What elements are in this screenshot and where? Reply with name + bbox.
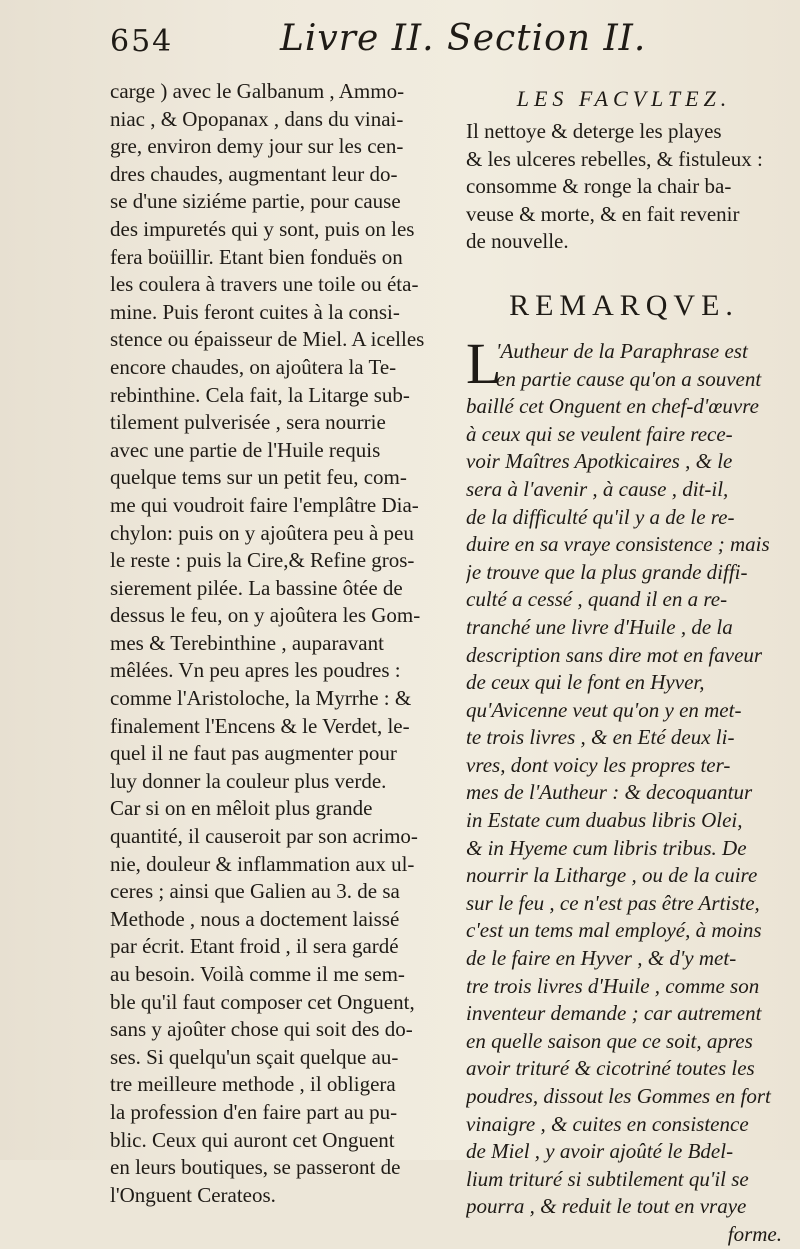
left-text-line: en leurs boutiques, se passeront de [110, 1155, 401, 1180]
remarque-text-line: inventeur demande ; car autrement [466, 1001, 762, 1026]
section-title-facultez: LES FACVLTEZ. [516, 86, 732, 111]
facultez-text-line: de nouvelle. [466, 229, 569, 254]
remarque-text-line: sera à l'avenir , à cause , dit-il, [466, 476, 729, 501]
remarque-text-line: nourrir la Litharge , ou de la cuire [466, 863, 758, 888]
left-text-line: encore chaudes, on ajoûtera la Te- [110, 354, 397, 379]
left-text-line: Methode , nous a doctement laissé [110, 906, 400, 931]
left-text-line: ceres ; ainsi que Galien au 3. de sa [110, 879, 400, 904]
left-text-line: me qui voudroit faire l'emplâtre Dia- [110, 492, 419, 517]
left-text-line: quantité, il causeroit par son acrimo- [110, 824, 418, 849]
remarque-text-line: vinaigre , & cuites en consistence [466, 1111, 749, 1136]
left-text-line: rebinthine. Cela fait, la Litarge sub- [110, 382, 410, 407]
left-text-line: carge ) avec le Galbanum , Ammo- [110, 79, 405, 103]
left-text-line: mêlées. Vn peu apres les poudres : [110, 658, 401, 683]
left-text-line: Car si on en mêloit plus grande [110, 796, 373, 821]
left-text-line: dres chaudes, augmentant leur do- [110, 161, 398, 186]
remarque-text-line: en quelle saison que ce soit, apres [466, 1028, 753, 1053]
page-header [110, 10, 770, 70]
drop-cap-letter: L [466, 330, 502, 396]
remarque-text-line: de Miel , y avoir ajoûté le Bdel- [466, 1139, 734, 1164]
remarque-text-line: mes de l'Autheur : & decoquantur [466, 780, 753, 805]
left-text-line: se d'une siziéme partie, pour cause [110, 189, 401, 214]
spacer [466, 256, 782, 280]
left-text-line: mes & Terebinthine , auparavant [110, 630, 384, 655]
left-text-line: finalement l'Encens & le Verdet, le- [110, 713, 410, 738]
left-text-line: par écrit. Etant froid , il sera gardé [110, 934, 399, 959]
remarque-text-line: poudres, dissout les Gommes en fort [466, 1084, 771, 1108]
left-text-line: ble qu'il faut composer cet Onguent, [110, 989, 415, 1014]
page-number: 654 [110, 24, 174, 59]
left-text-line: tilement pulverisée , sera nourrie [110, 410, 386, 435]
remarque-last-line: forme. [727, 1221, 782, 1246]
remarque-text-line: sur le feu , ce n'est pas être Artiste, [466, 890, 760, 915]
left-text-line: luy donner la couleur plus verde. [110, 768, 387, 793]
left-text-line: le reste : puis la Cire,& Refine gros- [110, 548, 415, 573]
remarque-text-line: en partie cause qu'on a souvent [496, 366, 762, 391]
left-text-line: comme l'Aristoloche, la Myrrhe : & [110, 686, 412, 711]
remarque-text-line: tre trois livres d'Huile , comme son [466, 973, 760, 998]
remarque-text-line: de le faire en Hyver , & d'y met- [466, 946, 737, 971]
remarque-text-line: culté a cessé , quand il en a re- [466, 587, 728, 612]
facultez-text-line: consomme & ronge la chair ba- [466, 174, 732, 199]
facultez-text-line: & les ulceres rebelles, & fistuleux : [466, 146, 763, 171]
remarque-text-line: in Estate cum duabus libris Olei, [466, 808, 743, 833]
remarque-title: REMARQVE. [509, 288, 739, 322]
left-text-line: sans y ajoûter chose qui soit des do- [110, 1017, 413, 1042]
right-column [466, 78, 782, 1249]
remarque-text-line: lium trituré si subtilement qu'il se [466, 1166, 749, 1191]
left-text-line: au besoin. Voilà comme il me sem- [110, 962, 405, 986]
left-text-line: quel il ne faut pas augmenter pour [110, 741, 397, 766]
left-text-line: les coulera à travers une toile ou éta- [110, 272, 419, 297]
running-head: Livre II. Section II. [280, 18, 647, 59]
remarque-text-line: de ceux qui le font en Hyver, [466, 670, 705, 695]
remarque-text-line: voir Maîtres Apotkicaires , & le [466, 449, 733, 474]
remarque-text-line: qu'Avicenne veut qu'on y en met- [466, 697, 742, 722]
left-column [110, 78, 446, 1209]
left-text-line: niac , & Opopanax , dans du vinai- [110, 106, 404, 131]
remarque-text-line: vres, dont voicy les propres ter- [466, 752, 731, 777]
facultez-text-line: Il nettoye & deterge les playes [466, 119, 722, 143]
facultez-paragraph [466, 118, 782, 256]
left-text-line: mine. Puis feront cuites à la consi- [110, 299, 400, 324]
remarque-text-line: tranché une livre d'Huile , de la [466, 614, 733, 639]
left-text-line: sierement pilée. La bassine ôtée de [110, 575, 403, 600]
left-text-line: l'Onguent Cerateos. [110, 1182, 276, 1207]
left-text-line: ses. Si quelqu'un sçait quelque au- [110, 1044, 399, 1069]
left-text-line: nie, douleur & inflammation aux ul- [110, 851, 415, 876]
remarque-text-line: de la difficulté qu'il y a de le re- [466, 504, 735, 529]
left-text-line: gre, environ demy jour sur les cen- [110, 134, 404, 159]
remarque-text-line: je trouve que la plus grande diffi- [466, 559, 748, 584]
facultez-text-line: veuse & morte, & en fait revenir [466, 201, 740, 226]
remarque-text-line: te trois livres , & en Eté deux li- [466, 725, 735, 750]
remarque-text-line: 'Autheur de la Paraphrase est [496, 338, 748, 363]
left-text-line: dessus le feu, on y ajoûtera les Gom- [110, 603, 421, 628]
remarque-text-line: duire en sa vraye consistence ; mais [466, 532, 770, 557]
remarque-text-line: avoir trituré & cicotriné toutes les [466, 1056, 755, 1081]
left-text-line: des impuretés qui y sont, puis on les [110, 216, 415, 241]
remarque-text-line: à ceux qui se veulent faire rece- [466, 421, 733, 446]
remarque-text-line: description sans dire mot en faveur [466, 642, 763, 667]
left-text-line: tre meilleure methode , il obligera [110, 1072, 396, 1097]
remarque-text-line: baillé cet Onguent en chef-d'œuvre [466, 394, 759, 419]
remarque-paragraph [466, 330, 782, 1221]
left-text-line: blic. Ceux qui auront cet Onguent [110, 1127, 395, 1152]
left-text-line: quelque tems sur un petit feu, com- [110, 465, 407, 490]
remarque-text-line: pourra , & reduit le tout en vraye [466, 1194, 747, 1219]
left-text-line: chylon: puis on y ajoûtera peu à peu [110, 520, 414, 545]
left-text-line: stence ou épaisseur de Miel. A icelles [110, 327, 425, 352]
left-text-line: fera boüillir. Etant bien fonduës on [110, 244, 403, 269]
remarque-text-line: c'est un tems mal employé, à moins [466, 918, 762, 943]
left-text-line: la profession d'en faire part au pu- [110, 1099, 398, 1124]
remarque-text-line: & in Hyeme cum libris tribus. De [466, 835, 747, 860]
left-text-line: avec une partie de l'Huile requis [110, 437, 381, 462]
